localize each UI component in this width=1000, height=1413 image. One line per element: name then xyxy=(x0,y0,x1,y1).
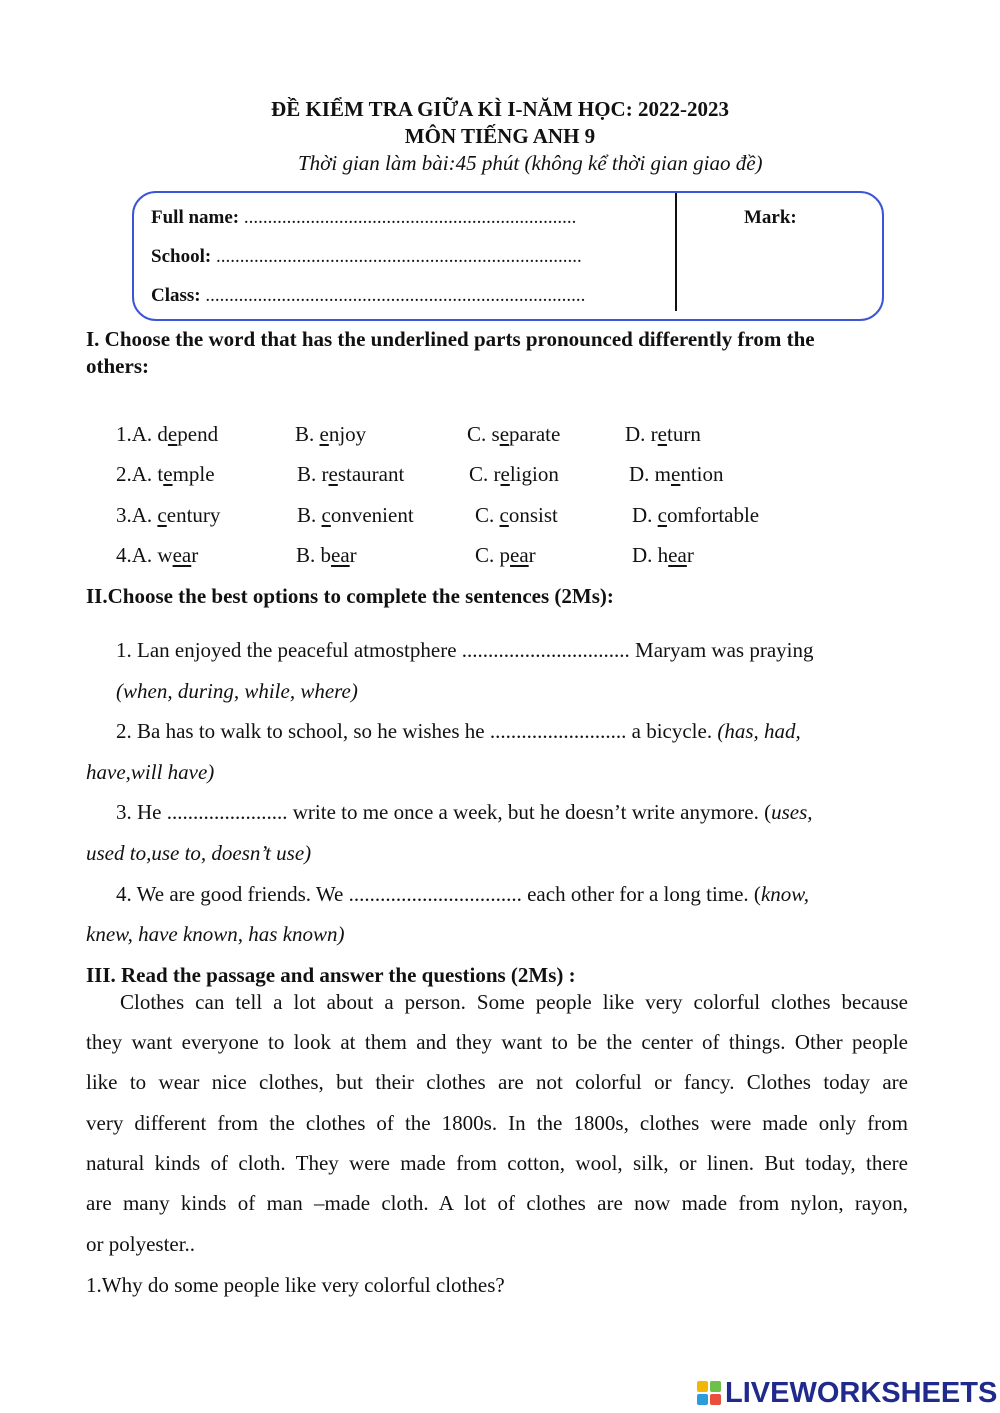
word-part: 2.A. t xyxy=(116,462,164,486)
s2-question2-options-a: (has, had, xyxy=(717,719,801,743)
section1-heading-line2: others: xyxy=(86,354,149,378)
word-part: C. r xyxy=(469,462,501,486)
s2-question2-options-b: have,will have) xyxy=(86,760,215,784)
word-part: njoy xyxy=(328,422,367,446)
s2-question4-options-b: knew, have known, has known) xyxy=(86,922,345,946)
school-field[interactable]: ............................................................................. xyxy=(215,246,582,267)
passage-line: they want everyone to look at them and they want to be the center of things. Other people xyxy=(86,1030,908,1054)
logo-text: LIVEWORKSHEETS xyxy=(725,1376,998,1409)
word-part: turn xyxy=(667,422,701,446)
passage-line: very different from the clothes of the 1800s. In the 1800s, clothes were made only from xyxy=(86,1111,908,1135)
underlined-part: e xyxy=(163,462,173,486)
underlined-part: ea xyxy=(510,543,529,567)
s2-question1: 1. Lan enjoyed the peaceful atmostphere ................................ Maryam was praying xyxy=(116,638,814,662)
s2-question4-text: 4. We are good friends. We ................................. each other for a long time. ( xyxy=(116,882,761,906)
underlined-part: e xyxy=(657,422,667,446)
s1-q4-option-d[interactable] xyxy=(632,543,694,568)
class-field[interactable]: ................................................................................ xyxy=(205,285,586,306)
section2-heading: II.Choose the best options to complete the sentences (2Ms): xyxy=(86,584,614,608)
word-part: r xyxy=(686,543,694,567)
s2-question3 xyxy=(116,800,813,825)
word-part: r xyxy=(349,543,357,567)
full-name-field[interactable]: ...................................................................... xyxy=(243,207,577,228)
underlined-part: e xyxy=(319,422,329,446)
underlined-part: c xyxy=(499,503,509,527)
s2-question2-dot: . xyxy=(706,719,718,743)
s2-question1-options: (when, during, while, where) xyxy=(116,679,358,703)
passage-line: or polyester.. xyxy=(86,1232,196,1256)
s2-question3-options-b: used to,use to, doesn’t use) xyxy=(86,841,312,865)
s2-question3-text: 3. He ....................... write to me once a week, but he doesn’t write anymore. ( xyxy=(116,800,772,824)
underlined-part: e xyxy=(328,462,338,486)
time-allowance: Thời gian làm bài:45 phút (không kể thời gian giao đề) xyxy=(298,151,763,175)
s1-q3-option-b[interactable] xyxy=(297,503,414,528)
s1-q1-option-b[interactable] xyxy=(295,422,366,447)
class-label: Class: xyxy=(151,285,201,306)
word-part: C. s xyxy=(467,422,500,446)
underlined-part: e xyxy=(499,422,510,446)
passage-line: like to wear nice clothes, but their clothes are not colorful or fancy. Clothes today are xyxy=(86,1070,908,1094)
s1-q2-option-b[interactable] xyxy=(297,462,404,487)
passage-line: natural kinds of cloth. They were made from cotton, wool, silk, or linen. But today, there xyxy=(86,1151,908,1175)
underlined-part: e xyxy=(167,422,178,446)
s2-question4 xyxy=(116,882,809,907)
s2-question4-options-a: know, xyxy=(760,882,809,906)
school-label: School: xyxy=(151,246,212,267)
word-part: B. b xyxy=(296,543,332,567)
section1-heading-line1: I. Choose the word that has the underlined parts pronounced differently from the xyxy=(86,327,815,351)
word-part: onvenient xyxy=(330,503,414,527)
word-part: B. xyxy=(295,422,320,446)
word-part: D. h xyxy=(632,543,669,567)
underlined-part: e xyxy=(671,462,681,486)
s1-q4-option-b[interactable] xyxy=(296,543,357,568)
word-part: 1.A. d xyxy=(116,422,168,446)
word-part: parate xyxy=(509,422,561,446)
s1-q3-option-c[interactable] xyxy=(475,503,558,528)
s1-q2-option-a[interactable] xyxy=(116,462,215,487)
s1-q1-option-d[interactable] xyxy=(625,422,701,447)
section3-heading: III. Read the passage and answer the questions (2Ms) : xyxy=(86,963,576,987)
word-part: D. xyxy=(632,503,658,527)
word-part: mple xyxy=(172,462,215,486)
liveworksheets-logo-icon xyxy=(697,1381,721,1405)
s1-q1-option-a[interactable] xyxy=(116,422,218,447)
mark-label: Mark: xyxy=(744,207,797,228)
word-part: 3.A. xyxy=(116,503,158,527)
word-part: onsist xyxy=(508,503,558,527)
underlined-part: c xyxy=(657,503,667,527)
s1-q4-option-c[interactable] xyxy=(475,543,536,568)
info-box-divider xyxy=(675,193,677,311)
word-part: C. xyxy=(475,503,500,527)
word-part: pend xyxy=(177,422,219,446)
underlined-part: c xyxy=(321,503,331,527)
word-part: 4.A. w xyxy=(116,543,173,567)
word-part: D. r xyxy=(625,422,658,446)
full-name-row xyxy=(151,207,576,229)
underlined-part: e xyxy=(500,462,510,486)
s1-q2-option-d[interactable] xyxy=(629,462,724,487)
s3-question1: 1.Why do some people like very colorful clothes? xyxy=(86,1273,505,1297)
s1-q4-option-a[interactable] xyxy=(116,543,198,568)
s1-q3-option-a[interactable] xyxy=(116,503,220,528)
s1-q3-option-d[interactable] xyxy=(632,503,759,528)
underlined-part: ea xyxy=(172,543,192,567)
s2-question3-options-a: uses, xyxy=(771,800,813,824)
underlined-part: ea xyxy=(331,543,350,567)
word-part: B. xyxy=(297,503,322,527)
word-part: ntion xyxy=(680,462,724,486)
word-part: ligion xyxy=(509,462,559,486)
class-row xyxy=(151,285,585,307)
s1-q1-option-c[interactable] xyxy=(467,422,560,447)
school-row xyxy=(151,246,582,268)
s2-question2-text: 2. Ba has to walk to school, so he wishes he .......................... a bicycle xyxy=(116,719,707,743)
liveworksheets-logo[interactable] xyxy=(697,1378,997,1408)
word-part: D. m xyxy=(629,462,671,486)
document-subject: MÔN TIẾNG ANH 9 xyxy=(404,124,596,148)
passage-line: are many kinds of man –made cloth. A lot of clothes are now made from nylon, rayon, xyxy=(86,1191,908,1215)
word-part: r xyxy=(191,543,199,567)
document-title: ĐỀ KIỂM TRA GIỮA KÌ I-NĂM HỌC: 2022-2023 xyxy=(271,97,729,121)
full-name-label: Full name: xyxy=(151,207,240,228)
word-part: omfortable xyxy=(667,503,760,527)
s1-q2-option-c[interactable] xyxy=(469,462,559,487)
word-part: B. r xyxy=(297,462,329,486)
s2-question2 xyxy=(116,719,801,744)
passage-line: Clothes can tell a lot about a person. Some people like very colorful clothes because xyxy=(120,990,908,1014)
word-part: C. p xyxy=(475,543,511,567)
word-part: r xyxy=(528,543,536,567)
word-part: entury xyxy=(166,503,221,527)
underlined-part: ea xyxy=(668,543,687,567)
word-part: staurant xyxy=(337,462,405,486)
underlined-part: c xyxy=(157,503,167,527)
